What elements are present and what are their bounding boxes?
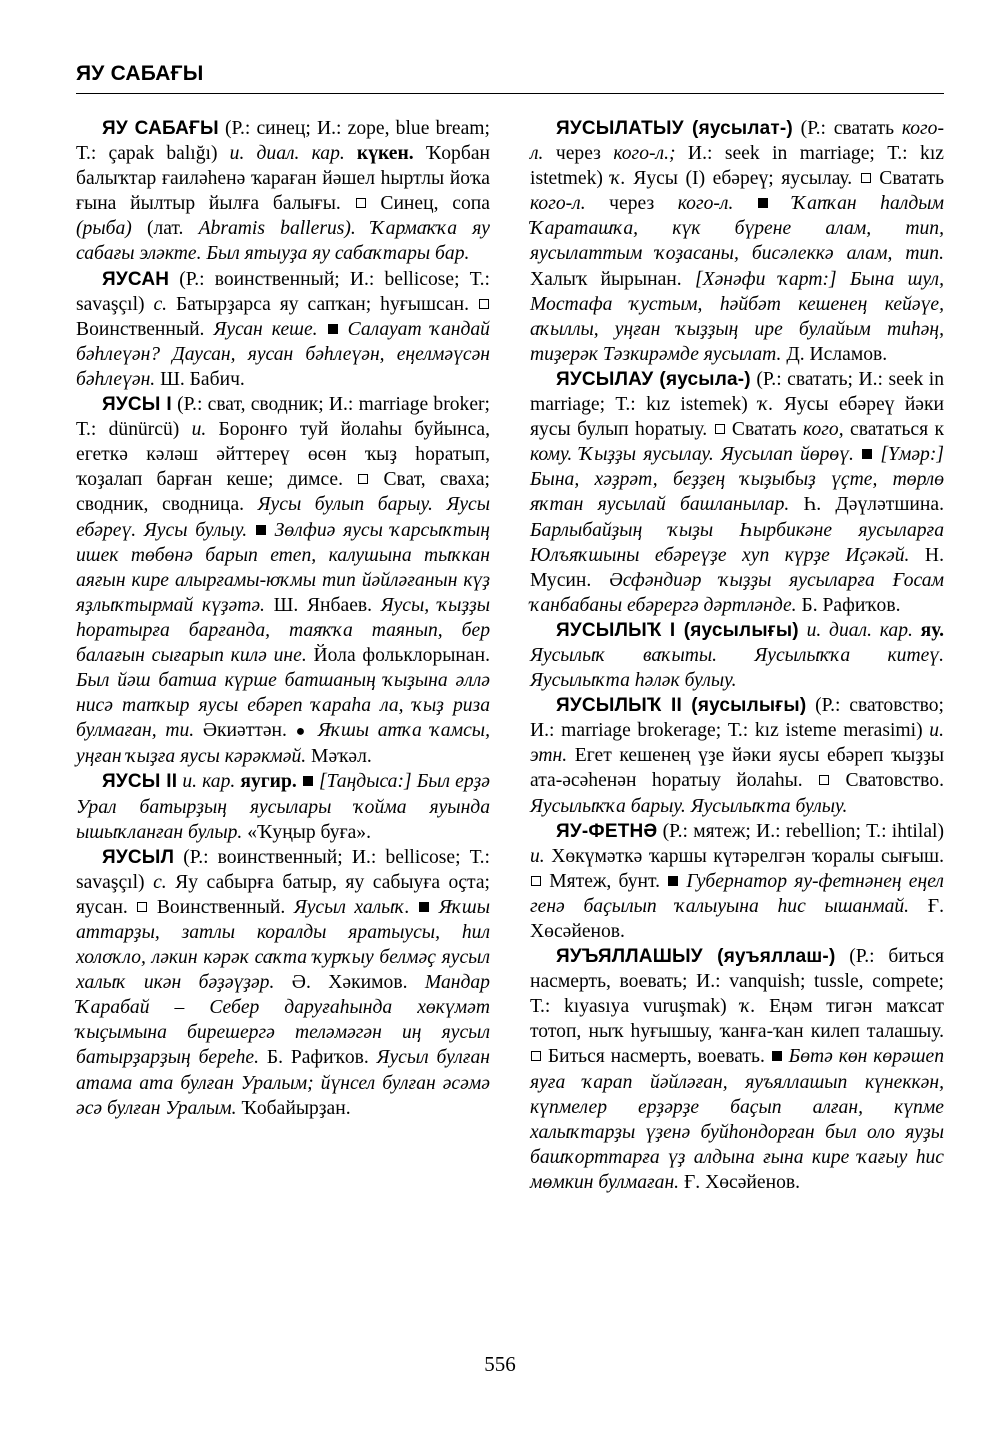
entry-text: (лат. <box>131 218 199 240</box>
running-head: ЯУ САБАҒЫ <box>76 62 204 85</box>
translation-marker-icon <box>356 198 366 208</box>
entry-italic-text: Яҡшы атҡа ҡамсы, уңған ҡыҙға яусы кәрәкмәй. <box>76 720 490 768</box>
entry-text <box>572 444 579 465</box>
entry-text: Ә. Хәкимов. <box>274 972 425 994</box>
entry-text: свататься к <box>843 419 944 441</box>
header-rule <box>76 93 944 94</box>
dictionary-entry <box>76 769 490 844</box>
dictionary-entry <box>76 267 490 392</box>
dictionary-entry <box>530 693 944 818</box>
example-marker-icon <box>758 198 768 208</box>
entry-italic-text: [Хәнәфи ҡарт:] Бына шул, Мостафа ҡустым, һәйбәт кешенең кейәүе, аҡыллы, уңған ҡыҙҙың ире булайым тиһәң, тиҙерәк Тәзкирәмде яусылат. <box>530 268 944 365</box>
entry-italic-text: Барлыбайҙың ҡыҙы Һырбикәне яусыларға Юлъяҡшыны ебәреүҙе хуп күрҙе Иҫәкәй. <box>530 519 944 566</box>
dictionary-entry <box>76 845 490 1121</box>
entry-text: Хөкүмәткә ҡаршы күтәрелгән ҡоралы сығыш. <box>544 845 944 867</box>
entry-italic-text: Яусан кеше. <box>213 318 318 340</box>
entry-text: Яу сабырға батыр, яу сабыуға оҫта; яусан. <box>76 871 490 918</box>
entry-text: Сватать <box>871 168 945 190</box>
entry-italic-text: с. <box>153 871 167 893</box>
entry-italic-text: Яусылыҡ ваҡыты. Яусылыҡҡа китеү. Яусылыҡта һәләк булыу. <box>530 644 944 692</box>
entry-italic-text: Зөлфиә яусы ҡарсыҡтың ишек төбөнә барып етеп, калушына тыҡкан аяғын кире алырғамы-юҡмы тип йәйләғанын күҙ яҙлыҡтырмай күҙәтә. <box>76 519 490 616</box>
entry-italic-text: кого, <box>803 419 844 441</box>
entry-text: (Р.: воинственный; И.: bellicose; Т.: savaşçıl) <box>76 268 490 315</box>
entry-headword: ЯУСЫЛЫҠ II (яусылығы) <box>556 695 807 717</box>
entry-italic-text: [Үмәр:] Бына, хәҙрәт, беҙҙең ҡыҙыбыҙ үҫте, төрлө яҡтан яусылай башланылар. <box>530 444 944 516</box>
entry-text <box>733 193 757 214</box>
entry-text: Сватовство. <box>830 770 944 792</box>
entry-text <box>854 444 861 465</box>
entry-text <box>913 620 921 641</box>
entry-italic-text: кого-л. <box>530 118 944 165</box>
entry-text: (Р.: сватовство; И.: marriage brokerage; Т.: kız isteme merasimi) <box>530 695 944 742</box>
entry-text <box>267 520 275 541</box>
entry-text: (Р.: мятеж; И.: rebellion; Т.: ihtilal) <box>657 820 944 842</box>
entry-bold-text: күкен. <box>356 143 414 165</box>
entry-text <box>247 520 255 541</box>
entry-text: Халыҡ йырынан. <box>530 268 695 290</box>
dictionary-entry <box>530 944 944 1195</box>
entry-text: Боронғо туй йолаһы буйынса, егеткә кәләш әйттереү өсөн ҡыҙ һоратып, ҡоҙалап барған кеше; димсе. <box>76 419 490 491</box>
entry-text <box>297 771 302 792</box>
entry-italic-text: ҡ. <box>740 996 756 1018</box>
entry-italic-text: Бөтә көн көрәшеп яуға ҡарап йәйләған, яуъяллашып күнеккән, күпмелер ерҙәрҙе баҫып алған, күпме халыҡтарҙы үҙенә буйһондорған был оло яуҙы башҡорттарға үҙ алдына ғына кире ҡағыу һис мөмкин булмаған. <box>530 1046 944 1193</box>
translation-marker-icon <box>358 474 368 484</box>
entry-headword: ЯУСЫЛЫҠ I (яусылығы) <box>556 619 799 641</box>
entry-text <box>339 319 348 340</box>
translation-marker-icon <box>479 299 489 309</box>
entry-headword: ЯУСЫЛ <box>102 846 175 868</box>
left-column <box>76 116 490 1121</box>
entry-italic-text: Губернатор яу-фетнәнең еңел генә баҫылып ҡалыуына һис ышанмай. <box>530 870 944 917</box>
entry-text: Ғ. Хөсәйенов. <box>679 1171 801 1193</box>
entry-text: Ш. Бабич. <box>155 368 245 390</box>
entry-italic-text: кого-л.; <box>613 143 676 165</box>
entry-text <box>799 620 807 641</box>
entry-italic-text: (рыба) <box>76 218 132 240</box>
entry-italic-text: и. <box>191 419 207 441</box>
example-marker-icon <box>668 876 678 886</box>
entry-italic-text: Яусы булып барыу. Яусы ебәреү. Яусы булыу. <box>76 494 490 541</box>
translation-marker-icon <box>531 1051 541 1061</box>
entry-italic-text: Яусыл булған атама ата булған Уралым; йүнсел булған әсәмә әсә булған Уралым. <box>76 1047 490 1119</box>
entry-italic-text: [Таңдыса:] Был ерҙә Урал батырҙың яусылары ҡойма яуында ышыҡланған булыр. <box>76 771 490 843</box>
entry-bold-text: яугир. <box>240 771 297 793</box>
dictionary-entry <box>530 819 944 944</box>
entry-text <box>345 143 357 164</box>
example-marker-icon <box>772 1051 782 1061</box>
entry-italic-text: кого-л. <box>530 193 586 215</box>
translation-marker-icon <box>715 424 725 434</box>
entry-italic-text: и. диал. кар. <box>229 143 345 165</box>
entry-text: Егет кешенең үҙе йәки яусы ебәреп ҡыҙҙы ата-әсәһенән һоратыу йолаһы. <box>530 745 944 792</box>
right-column <box>530 116 944 1195</box>
entry-text: Ҡобайырҙан. <box>236 1097 351 1119</box>
page-number: 556 <box>484 1352 516 1376</box>
entry-text <box>410 897 419 918</box>
entry-text: (Р.: сватать; И.: seek in marriage; Т.: kız istemek) <box>530 368 945 416</box>
entry-italic-text: Ҡыҙҙы яусылау. Яусылап йөрөү. <box>579 444 854 466</box>
translation-marker-icon <box>531 876 541 886</box>
entry-headword: ЯУЪЯЛЛАШЫУ (яуъяллаш-) <box>556 946 836 968</box>
entry-text <box>318 319 327 340</box>
entry-italic-text: Мандар Ҡарабай – Себер даруғаһында хөкүмәт ҡыҫымына бирешергә теләмәгән иң яусыл батырҙарҙың береһе. <box>76 972 490 1069</box>
entry-italic-text: кого-л. <box>677 193 734 215</box>
example-marker-icon <box>419 902 429 912</box>
entry-text: Н. Мусин. <box>530 544 944 591</box>
example-marker-icon <box>303 776 313 786</box>
entry-bold-text: яу. <box>920 619 945 641</box>
entry-text: Ғ. Хөсәйенов. <box>530 895 945 942</box>
entry-italic-text: Яусыл халыҡ. <box>293 896 410 918</box>
translation-marker-icon <box>819 775 829 785</box>
entry-italic-text: Ҡапҡан һалдым Ҡараташҡа, күк бүрене алам, тип, яусылаттым ҡоҙасаны, бисәлеккә алам, тип. <box>530 193 945 265</box>
entry-headword: ЯУСЫЛАУ (яусыла-) <box>556 368 751 390</box>
entry-italic-text: и. этн. <box>530 720 944 767</box>
entry-italic-text: и. кар. <box>182 771 236 793</box>
entry-text <box>309 720 318 741</box>
entry-text: Ҡорбан балыҡтар ғаиләһенә ҡараған йәшел һыртлы йоҡа ғына йылтыр йылға балығы. <box>76 143 490 215</box>
entry-headword: ЯУСЫ II <box>102 771 178 793</box>
entry-text: через <box>585 193 678 215</box>
dictionary-entry <box>76 392 490 769</box>
entry-text <box>430 897 439 918</box>
example-marker-icon <box>256 525 266 535</box>
entry-headword: ЯУ САБАҒЫ <box>102 118 219 139</box>
entry-italic-text: с. <box>153 293 168 315</box>
entry-text: Сват, сваха; сводник, сводница. <box>76 469 490 516</box>
entry-headword: ЯУСАН <box>102 268 170 290</box>
entry-text: (Р.: сватать <box>792 118 902 139</box>
entry-text: (Р.: синец; И.: zope, blue bream; Т.: çapak balığı) <box>76 118 490 165</box>
entry-text <box>356 218 371 239</box>
entry-text: Батырҙарса яу сапҡан; һуғышсан. <box>167 293 478 315</box>
entry-italic-text: Әсфәндиәр ҡыҙҙы яусыларға Ғосам ҡанбабаны ебәрергә дәртләнде. <box>530 569 944 616</box>
proverb-marker-icon: ● <box>295 723 310 741</box>
entry-italic-text: кому. <box>530 444 573 466</box>
entry-italic-text: Abramis ballerus). <box>198 218 356 240</box>
dictionary-entry <box>76 116 490 267</box>
entry-text: Биться насмерть, воевать. <box>542 1046 771 1068</box>
dictionary-entry <box>530 116 944 367</box>
entry-italic-text: и. диал. кар. <box>806 619 913 641</box>
entry-text: (Р.: сват, сводник; И.: marriage broker; Т.: dünürcü) <box>76 394 490 441</box>
entry-text: Һ. Дәүләтшина. <box>789 494 944 516</box>
entry-text: Воинственный. <box>148 896 294 918</box>
example-marker-icon <box>328 324 338 334</box>
translation-marker-icon <box>861 173 871 183</box>
entry-text: Сватать <box>725 419 804 441</box>
entry-text: Б. Рафиҡов. <box>259 1047 377 1069</box>
entry-italic-text: Ҡармаҡҡа яу сабағы эләкте. Был ятыуҙа яу сабаҡтары бар. <box>76 218 490 265</box>
entry-text: Мәҡәл. <box>306 746 372 768</box>
entry-text: Йола фольклорынан. <box>306 644 490 666</box>
entry-text: Б. Рафиҡов. <box>796 594 901 616</box>
entry-text: Әкиәттән. <box>194 720 296 742</box>
entry-text <box>769 193 793 214</box>
entry-text: И.: seek in marriage; Т.: kız istetmek) <box>530 143 944 190</box>
entry-italic-text: ҡ. <box>758 394 774 416</box>
entry-italic-text: и. <box>530 845 545 867</box>
dictionary-entry <box>530 367 944 618</box>
entry-italic-text: Яусылыҡҡа барыу. Яусылыҡта булыу. <box>530 795 848 817</box>
dictionary-entry <box>530 618 944 693</box>
entry-headword: ЯУСЫЛАТЫУ (яусылат-) <box>556 118 793 139</box>
entry-italic-text: Яусы, ҡыҙҙы һоратырға барғанда, таяҡҡа таянып, бер балағын сығарып килә ине. <box>76 594 491 666</box>
translation-marker-icon <box>137 902 147 912</box>
entry-text: Воинственный. <box>76 318 214 340</box>
entry-text: (Р.: воинственный; И.: bellicose; Т.: savaşçıl) <box>76 846 490 893</box>
entry-headword: ЯУ-ФЕТНӘ <box>556 820 658 842</box>
entry-text: Яусы ебәреү йәки яусы булып һоратыу. <box>530 394 945 441</box>
entry-text: «Ҡуңыр буға». <box>242 821 371 843</box>
example-marker-icon <box>862 449 872 459</box>
entry-text: Синец, сопа <box>366 193 490 215</box>
entry-text: через <box>543 143 614 165</box>
entry-italic-text: Яҡшы аттарҙы, затлы коралды яратыусы, һил холоҡло, ләкин кәрәк саҡта ҡурҡыу белмәҫ яусыл халыҡ икән бәҙәүҙәр. <box>76 896 490 994</box>
entry-italic-text: Салауат ҡандай бәһлеүән? Даусан, яусан бәһлеүән, еңелмәүсән бәһлеүән. <box>76 318 490 390</box>
entry-text: Ш. Янбаев. <box>264 594 381 616</box>
entry-text: Яусы (I) ебәреү; яусылау. <box>625 168 860 190</box>
entry-text: Мятеж, бунт. <box>542 870 668 892</box>
entry-italic-text: Был йәш батша күрше батшаның ҡыҙына әллә нисә тапҡыр яусы ебәреп ҡараһа ла, ҡыҙ риза булмаған, ти. <box>76 670 490 742</box>
entry-text: Д. Исламов. <box>781 343 888 365</box>
entry-headword: ЯУСЫ I <box>102 394 172 416</box>
entry-italic-text: ҡ. <box>610 168 626 190</box>
entry-text: Еңәм тигән маҡсат тотоп, ныҡ һуғышыу, ҡанға-ҡан килеп талашыу. <box>530 996 944 1043</box>
entry-text: (Р.: биться насмерть, воевать; И.: vanquish; tussle, compete; Т.: kıyasıya vuruşmak) <box>530 946 945 1018</box>
